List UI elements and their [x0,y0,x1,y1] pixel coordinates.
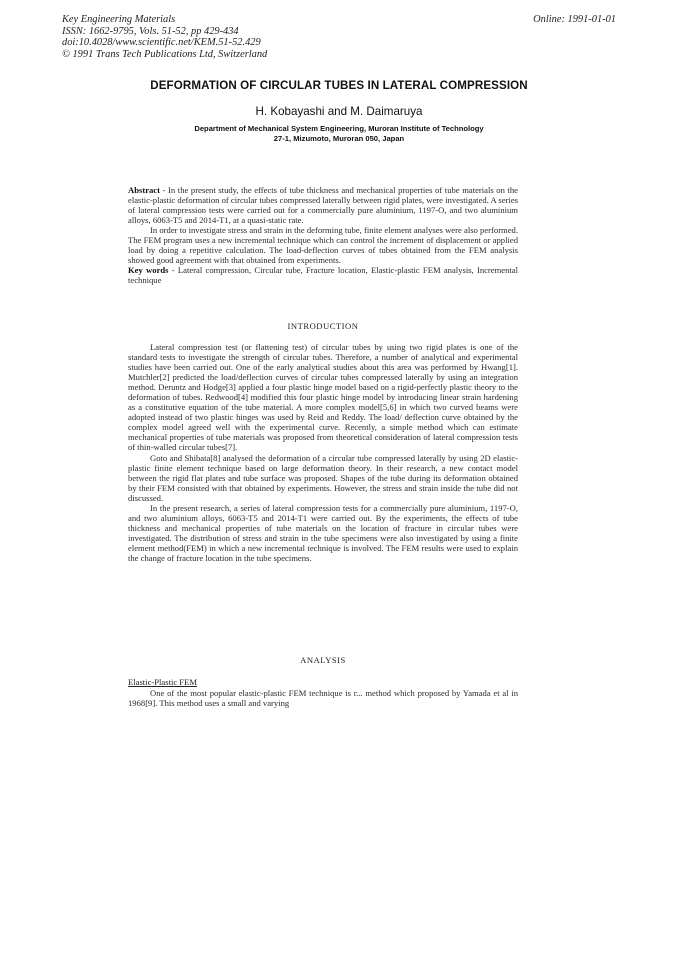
abstract-label: Abstract [128,185,160,195]
doi-line: doi:10.4028/www.scientific.net/KEM.51-52.429 [62,37,261,49]
journal-name: Key Engineering Materials [62,14,176,25]
abstract-paragraph-2: In order to investigate stress and strain in the deforming tube, finite element analyses were also performed. The FEM program uses a new incremental technique which can control the increment of displacement or applied load by doing a repetitive calculation. The load-deflection curves of tubes obtained from the FEM analysis showed good agreement with that obtained from experiments. [128,225,518,266]
journal-header [62,14,267,60]
issn-line: ISSN: 1662-9795, Vols. 51-52, pp 429-434 [62,25,239,37]
abstract-section [128,185,518,285]
copyright-line: © 1991 Trans Tech Publications Ltd, Switzerland [62,48,268,60]
paper-title: DEFORMATION OF CIRCULAR TUBES IN LATERAL COMPRESSION [150,79,528,92]
abstract-text-1: - In the present study, the effects of tube thickness and mechanical properties of tube materials on the elastic-plastic deformation of circular tubes compressed laterally between rigid plates, were investigated. A series of lateral compression tests were carried out for a commercially pure aluminium, 1197-O, and two aluminium alloys, 6063-T5 and 2014-T1, at a quasi-static rate. [128,185,518,226]
introduction-heading: INTRODUCTION [287,321,359,331]
affiliation-line-1: Department of Mechanical System Engineering, Muroran Institute of Technology [194,124,484,133]
keywords-paragraph [128,265,518,285]
analysis-section [128,688,518,708]
online-date: Online: 1991-01-01 [533,14,616,25]
affiliation-line-2: 27-1, Mizumoto, Muroran 050, Japan [273,134,405,143]
author-affiliation [0,124,678,144]
introduction-paragraph-2: Goto and Shibata[8] analysed the deformation of a circular tube compressed laterally by using 2D elastic-plastic finite element technique based on large deformation theory. In their research, a new contact model between the rigid flat plates and tube surface was proposed. Shapes of the tube during its deformation obtained by their FEM consisted with that obtained by experiments. However, the stress and strain inside the tube did not discussed. [128,452,518,503]
introduction-paragraph-3: In the present research, a series of lateral compression tests for a commercially pure aluminium, 1197-O, and two aluminium alloys, 6063-T5 and 2014-T1 were carried out. By the experiments, the effects of tube thickness and mechanical properties of tube materials on the location of fracture in circular tubes were investigated. The distribution of stress and strain in the tube specimens were also investigated by using a finite element method(FEM) in which a new incremental technique is involved. The FEM results were used to explain the change of fracture location in the tube specimens. [128,502,518,563]
analysis-heading: ANALYSIS [300,655,346,665]
paper-authors: H. Kobayashi and M. Daimaruya [255,105,423,118]
keywords-label: Key words [128,265,169,276]
keywords-text: - Lateral compression, Circular tube, Fracture location, Elastic-plastic FEM analysis, Incremental technique [128,265,518,286]
fem-subheading: Elastic-Plastic FEM [128,677,197,687]
introduction-section [128,342,518,563]
abstract-paragraph-1 [128,185,518,225]
analysis-paragraph-1: One of the most popular elastic-plastic FEM technique is r... method which proposed by Yamada et al in 1968[9]. This method uses a small and varying [128,688,518,709]
introduction-paragraph-1: Lateral compression test (or flattening test) of circular tubes by using two rigid plates is one of the standard tests to investigate the strength of circular tubes. Therefore, a number of analytical and experimental studies have been carried out. One of the early analytical studies about this area was performed by Hwang[1]. Mutchler[2] predicted the load/deflection curves of circular tubes compressed laterally by using an integration method. Deruntz and Hodge[3] applied a four plastic hinge model based on a rigid-perfectly plastic theory to the deformation of tubes. Redwood[4] modified this four plastic hinge model by introducing linear strain hardening as a constitutive equation of the tube material. A more complex model[5,6] in which two curved beams were adopted instead of two plastic hinges was used by Reid and Reddy. The load/ deflection curve obtained by the complex model agreed well with the experimental curve. Recently, a simple method which can estimate mechanical properties of tube materials was proposed from theoretical consideration of lateral compression tests of thin-walled circular tubes[7]. [128,342,518,453]
